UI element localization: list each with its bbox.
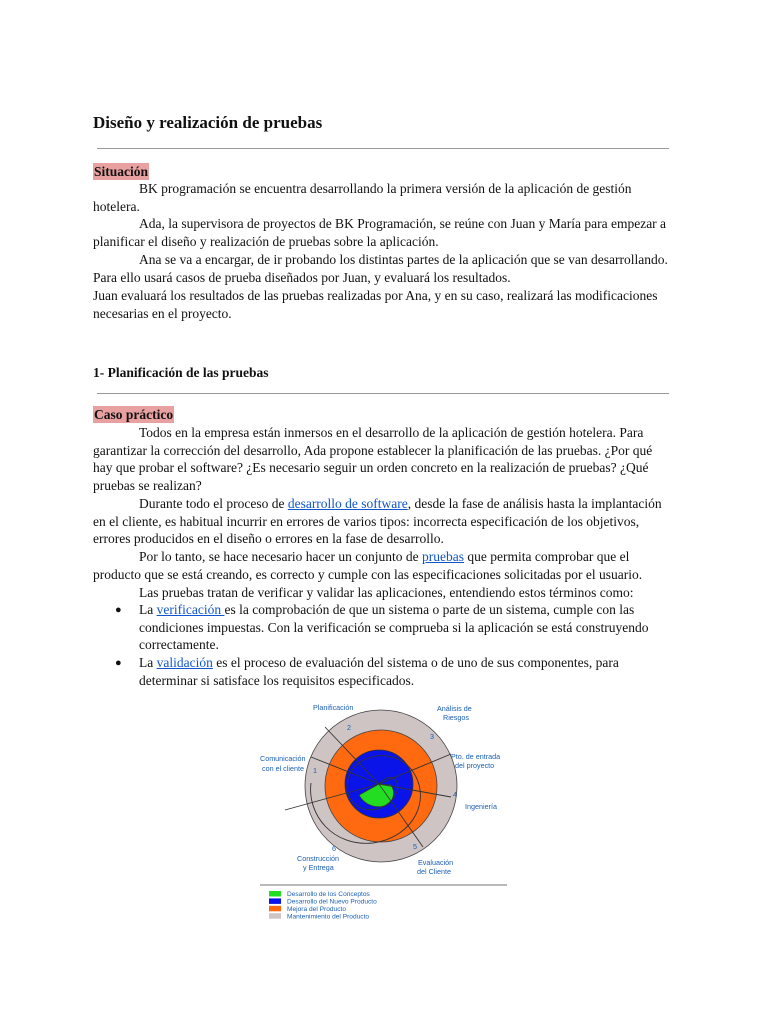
situacion-paragraph-1: BK programación se encuentra desarrollando la primera versión de la aplicación de gestión hotelera. bbox=[93, 181, 632, 214]
label-pto-entrada: del proyecto bbox=[455, 761, 495, 770]
label-evaluacion: del Cliente bbox=[417, 867, 451, 876]
legend-label: Mejora del Producto bbox=[287, 906, 347, 913]
label-number: 4 bbox=[453, 790, 457, 799]
spiral-diagram bbox=[255, 697, 511, 929]
caso-paragraph-1: Todos en la empresa están inmersos en el desarrollo de la aplicación de gestión hotelera. Para garantizar la corrección del desarrollo, Ada propone establecer la planificación de las pruebas. ¿Por qué hay que probar el software? ¿Es necesario seguir un orden concreto en la realización de pruebas? ¿Qué pruebas se realizan? bbox=[93, 425, 653, 494]
caso-paragraph-3: Por lo tanto, se hace necesario hacer un conjunto de pruebas que permita comprobar que el producto que se está creando, es correcto y cumple con las especificaciones solicitadas por el usuario. bbox=[93, 549, 643, 582]
label-comunicacion: con el cliente bbox=[262, 764, 304, 773]
link-pruebas[interactable]: pruebas bbox=[422, 549, 465, 564]
bullet-icon: ● bbox=[115, 604, 122, 616]
page-title: Diseño y realización de pruebas bbox=[93, 113, 323, 132]
divider bbox=[97, 148, 669, 149]
label-evaluacion: Evaluación bbox=[418, 858, 454, 867]
label-comunicacion: Comunicación bbox=[260, 754, 306, 763]
label-analisis: Análisis de bbox=[437, 704, 472, 713]
label-construccion: Construcción bbox=[297, 854, 339, 863]
label-construccion: y Entrega bbox=[303, 863, 334, 872]
label-number: 6 bbox=[332, 844, 336, 853]
label-analisis: Riesgos bbox=[443, 713, 469, 722]
situacion-paragraph-2: Ada, la supervisora de proyectos de BK Programación, se reúne con Juan y María para empezar a planificar el diseño y realización de pruebas sobre la aplicación. bbox=[93, 216, 667, 249]
bullet-verificacion: La verificación es la comprobación de que un sistema o parte de un sistema, cumple con las condiciones impuestas. Con la verificación se comprueba si la aplicación se está construyendo correctamente. bbox=[139, 602, 649, 653]
label-number: 5 bbox=[413, 842, 417, 851]
caso-paragraph-2: Durante todo el proceso de desarrollo de software, desde la fase de análisis hasta la implantación en el cliente, es habitual incurrir en errores de varios tipos: incorrecta especificación de los objetivos, errores producidos en el diseño o errores en la fase de desarrollo. bbox=[93, 496, 662, 547]
legend-label: Mantenimiento del Producto bbox=[287, 913, 370, 921]
label-planificacion: Planificación bbox=[313, 703, 354, 712]
legend-swatch bbox=[269, 891, 281, 897]
label-number: 1 bbox=[313, 766, 317, 775]
spiral-model-figure bbox=[255, 697, 511, 929]
legend-swatch bbox=[269, 898, 281, 904]
bullet-validacion: La validación es el proceso de evaluación del sistema o de uno de sus componentes, para determinar si satisface los requisitos especificados. bbox=[139, 655, 619, 688]
legend-swatch bbox=[269, 913, 281, 919]
caso-practico-label: Caso práctico bbox=[94, 407, 174, 422]
legend bbox=[269, 891, 377, 920]
bullet-icon: ● bbox=[115, 657, 122, 669]
link-verificacion[interactable]: verificación bbox=[156, 602, 225, 617]
legend-swatch bbox=[269, 906, 281, 912]
link-validacion[interactable]: validación bbox=[156, 655, 213, 670]
label-number: 3 bbox=[430, 732, 434, 741]
situacion-paragraph-4: Juan evaluará los resultados de las pruebas realizadas por Ana, y en su caso, realizará las modificaciones necesarias en el proyecto. bbox=[93, 288, 658, 321]
divider bbox=[97, 393, 669, 394]
label-pto-entrada: Pto. de entrada bbox=[451, 752, 501, 761]
legend-label: Desarrollo del Nuevo Producto bbox=[287, 898, 377, 906]
legend-label: Desarrollo de los Conceptos bbox=[287, 891, 370, 899]
situacion-paragraph-3: Ana se va a encargar, de ir probando los distintas partes de la aplicación que se van desarrollando. Para ello usará casos de prueba diseñados por Juan, y evaluará los resultados. bbox=[93, 252, 668, 285]
label-ingenieria: Ingeniería bbox=[465, 802, 497, 811]
link-desarrollo-software[interactable]: desarrollo de software bbox=[287, 496, 408, 511]
situacion-label: Situación bbox=[94, 164, 149, 179]
label-number: 2 bbox=[347, 723, 351, 732]
section-heading: 1- Planificación de las pruebas bbox=[93, 365, 269, 380]
caso-paragraph-4: Las pruebas tratan de verificar y validar las aplicaciones, entendiendo estos términos como: bbox=[139, 585, 634, 600]
